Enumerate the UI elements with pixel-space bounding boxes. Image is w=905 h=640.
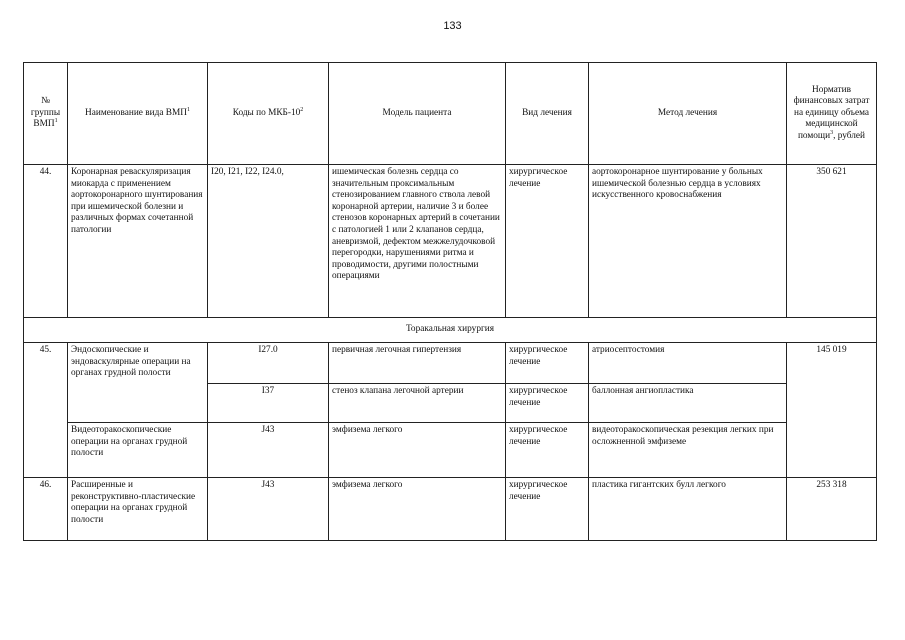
cell-treatment-method: баллонная ангиопластика — [589, 384, 787, 423]
cell-codes: J43 — [208, 423, 329, 478]
cell-vmp-name: Расширенные и реконструктивно-пластические операции на органах грудной полости — [68, 478, 208, 541]
cell-group-no: 45. — [24, 343, 68, 478]
header-group-no: № группы ВМП$^1$ — [24, 63, 68, 165]
section-title: Торакальная хирургия — [24, 318, 877, 343]
header-norm: Норматив финансовых затрат на единицу объема медицинской помощи$^3$, рублей — [787, 63, 877, 165]
vmp-table — [23, 62, 877, 541]
cell-treatment-method: атриосептостомия — [589, 343, 787, 384]
cell-vmp-name: Видеоторакоскопические операции на органах грудной полости — [68, 423, 208, 478]
header-codes: Коды по МКБ-$10^2$ — [208, 63, 329, 165]
cell-norm: 350 621 — [787, 165, 877, 318]
cell-codes: I37 — [208, 384, 329, 423]
cell-patient-model: эмфизема легкого — [329, 478, 506, 541]
header-treatment-type: Вид лечения — [506, 63, 589, 165]
cell-patient-model: стеноз клапана легочной артерии — [329, 384, 506, 423]
cell-patient-model: эмфизема легкого — [329, 423, 506, 478]
cell-treatment-type: хирургическое лечение — [506, 165, 589, 318]
cell-treatment-type: хирургическое лечение — [506, 478, 589, 541]
cell-codes: I20, I21, I22, I24.0, — [208, 165, 329, 318]
cell-patient-model: первичная легочная гипертензия — [329, 343, 506, 384]
cell-treatment-method: пластика гигантских булл легкого — [589, 478, 787, 541]
cell-codes: I27.0 — [208, 343, 329, 384]
header-treatment-method: Метод лечения — [589, 63, 787, 165]
cell-group-no: 46. — [24, 478, 68, 541]
table-row — [24, 343, 877, 384]
table-row — [24, 423, 877, 478]
cell-patient-model: ишемическая болезнь сердца со значительным проксимальным стенозированием главного ствола левой коронарной артерии, наличие 3 и более стенозов коронарных артерий в сочетании с патологией 1 или 2 клапанов сердца, аневризмой, дефектом межжелудочковой перегородки, нарушениями ритма и проводимости, другими полостными операциями — [329, 165, 506, 318]
header-vmp-name: Наименование вида ВМП$^1$ — [68, 63, 208, 165]
cell-vmp-name: Коронарная реваскуляризация миокарда с применением аортокоронарного шунтирования при ишемической болезни и различных формах сочетанной патологии — [68, 165, 208, 318]
table-row — [24, 478, 877, 541]
cell-treatment-type: хирургическое лечение — [506, 343, 589, 384]
cell-treatment-method: аортокоронарное шунтирование у больных ишемической болезнью сердца в условиях искусственного кровоснабжения — [589, 165, 787, 318]
cell-treatment-type: хирургическое лечение — [506, 384, 589, 423]
cell-treatment-method: видеоторакоскопическая резекция легких при осложненной эмфиземе — [589, 423, 787, 478]
cell-norm: 253 318 — [787, 478, 877, 541]
cell-codes: J43 — [208, 478, 329, 541]
header-patient-model: Модель пациента — [329, 63, 506, 165]
cell-group-no: 44. — [24, 165, 68, 318]
cell-vmp-name: Эндоскопические и эндоваскулярные операции на органах грудной полости — [68, 343, 208, 423]
cell-norm: 145 019 — [787, 343, 877, 478]
table-row — [24, 165, 877, 318]
header-row — [24, 63, 877, 165]
cell-treatment-type: хирургическое лечение — [506, 423, 589, 478]
section-row — [24, 318, 877, 343]
page-number: 133 — [443, 20, 462, 32]
